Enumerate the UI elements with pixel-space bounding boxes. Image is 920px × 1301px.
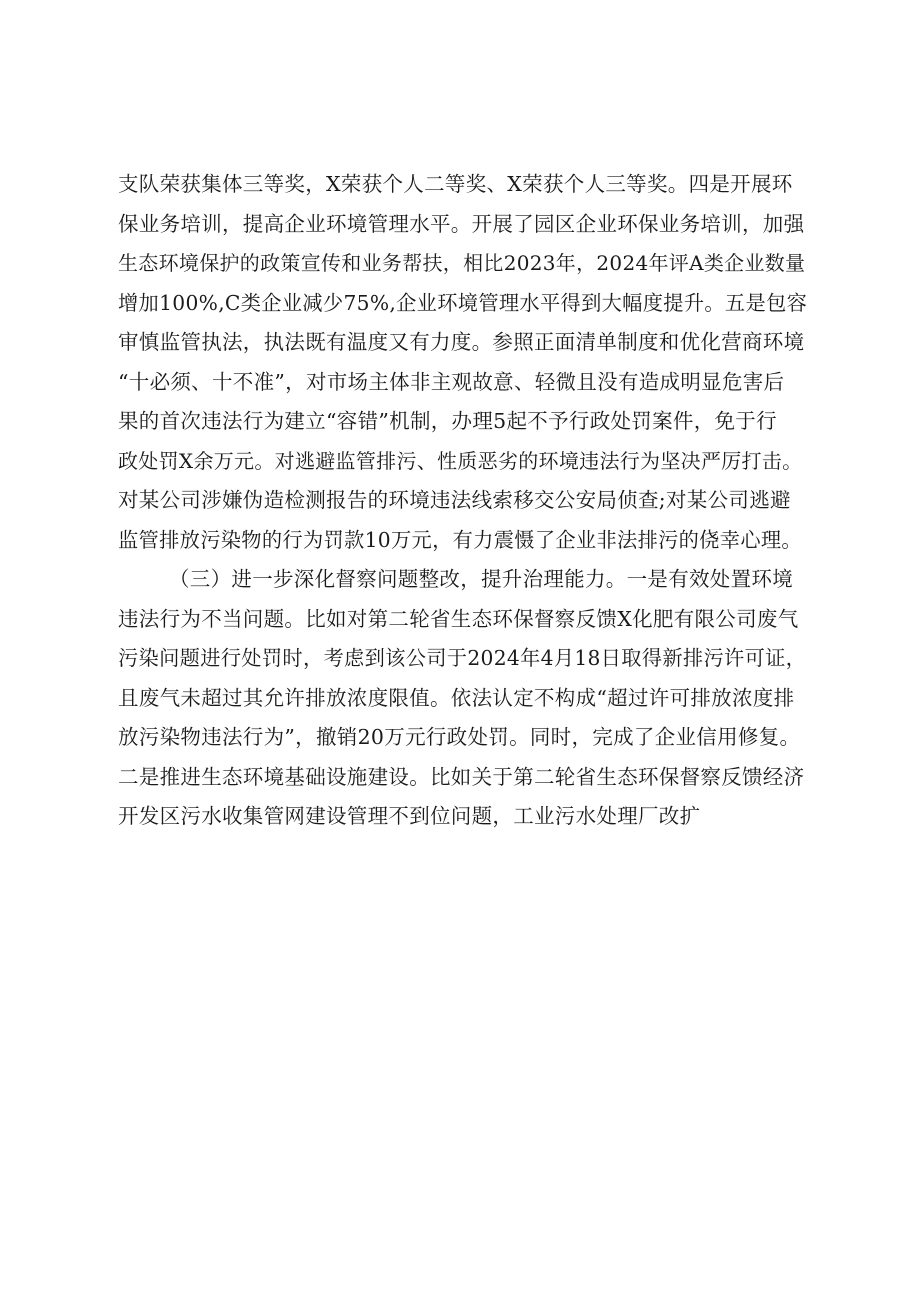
text-line: 审慎监管执法，执法既有温度又有力度。参照正面清单制度和优化营商环境 xyxy=(118,330,805,354)
text-line: 增加100%,C类企业减少75%,企业环境管理水平得到大幅度提升。五是包容 xyxy=(118,290,808,315)
text-line: 保业务培训，提高企业环境管理水平。开展了园区企业环保业务培训，加强 xyxy=(118,211,805,236)
text-line: 且废气未超过其允许排放浓度限值。依法认定不构成“超过许可排放浓度排 xyxy=(118,685,795,710)
text-line: 生态环境保护的政策宣传和业务帮扶，相比2023年，2024年评A类企业数量 xyxy=(118,251,806,275)
text-line: 放污染物违法行为”，撤销20万元行政处罚。同时，完成了企业信用修复。 xyxy=(118,725,801,749)
text-line: 监管排放污染物的行为罚款10万元，有力震慑了企业非法排污的侥幸心理。 xyxy=(118,527,802,552)
text-line: 对某公司涉嫌伪造检测报告的环境违法线索移交公安局侦查;对某公司逃避 xyxy=(118,488,791,512)
text-line: 政处罚X余万元。对逃避监管排污、性质恶劣的环境违法行为坚决严厉打击。 xyxy=(118,448,803,473)
text-line: 污染问题进行处罚时，考虑到该公司于2024年4月18日取得新排污许可证， xyxy=(118,646,807,670)
text-line: 违法行为不当问题。比如对第二轮省生态环保督察反馈X化肥有限公司废气 xyxy=(118,606,799,631)
text-line: “十必须、十不准”，对市场主体非主观故意、轻微且没有造成明显危害后 xyxy=(118,369,785,394)
paragraph-first-line: （三）进一步深化督察问题整改，提升治理能力。一是有效处置环境 xyxy=(169,567,793,591)
text-line: 支队荣获集体三等奖，X荣获个人二等奖、X荣获个人三等奖。四是开展环 xyxy=(118,172,793,196)
body-text xyxy=(118,165,808,837)
text-line: 二是推进生态环境基础设施建设。比如关于第二轮省生态环保督察反馈经济 xyxy=(118,764,805,789)
text-line: 开发区污水收集管网建设管理不到位问题，工业污水处理厂改扩 xyxy=(118,804,701,828)
text-line: 果的首次违法行为建立“容错”机制，办理5起不予行政处罚案件，免于行 xyxy=(118,409,777,433)
